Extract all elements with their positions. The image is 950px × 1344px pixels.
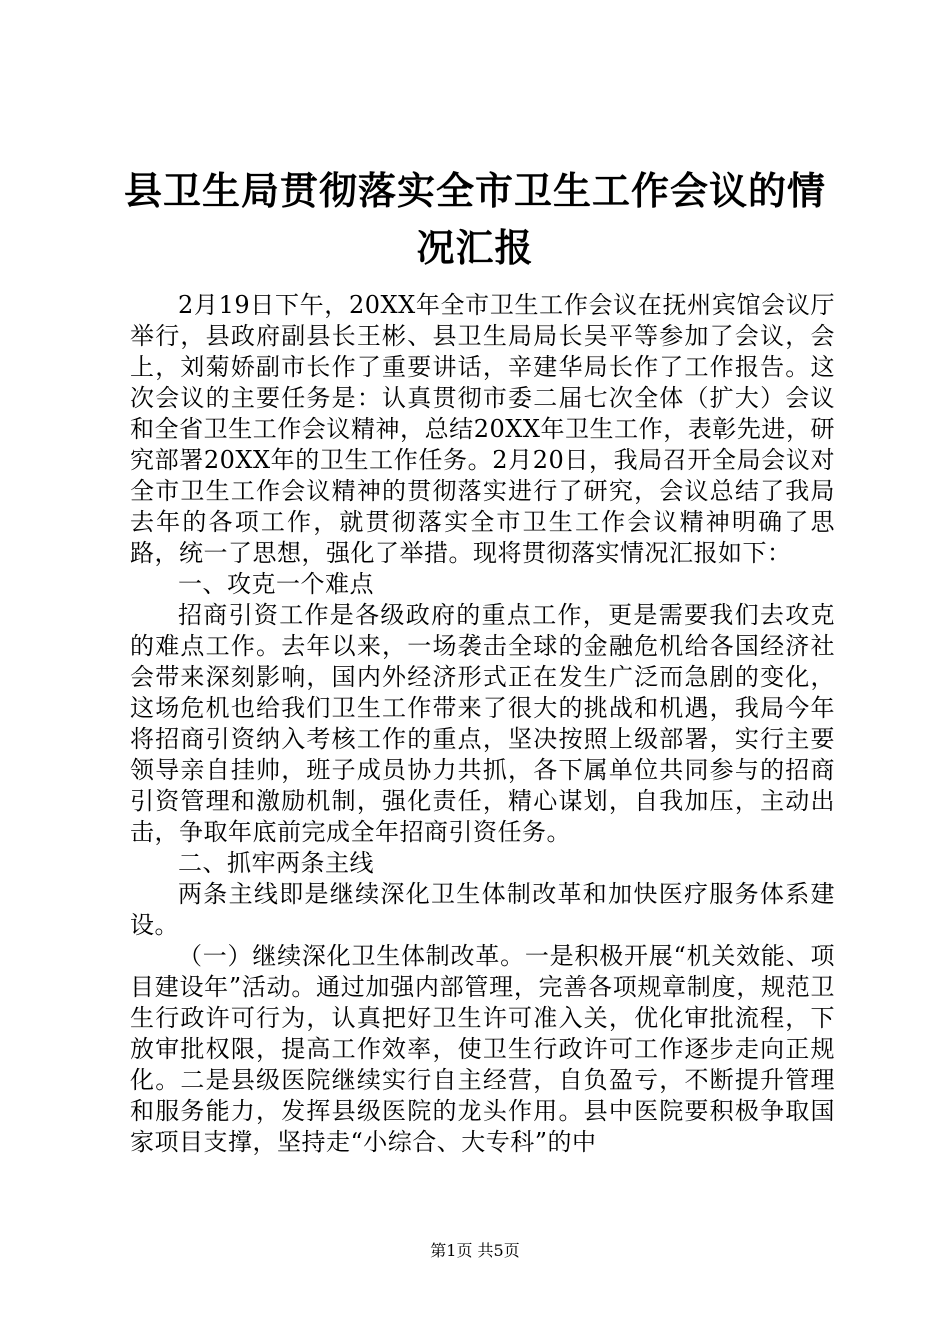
section-1-paragraph: 招商引资工作是各级政府的重点工作，更是需要我们去攻克的难点工作。去年以来，一场袭击全球的金融危机给各国经济社会带来深刻影响，国内外经济形式正在发生广泛而急剧的变化，这场危机也给我们卫生工作带来了很大的挑战和机遇，我局今年将招商引资纳入考核工作的重点，坚决按照上级部署，实行主要领导亲自挂帅，班子成员协力共抓，各下属单位共同参与的招商引资管理和激励机制，强化责任，精心谋划，自我加压，主动出击，争取年底前完成全年招商引资任务。 (130, 601, 835, 846)
section-heading-2: 二、抓牢两条主线 (178, 849, 374, 877)
section-heading-1: 一、攻克一个难点 (178, 570, 374, 598)
intro-paragraph: 2月19日下午，20XX年全市卫生工作会议在抚州宾馆会议厅举行，县政府副县长王彬、县卫生局局长吴平等参加了会议，会上，刘菊娇副市长作了重要讲话，辛建华局长作了工作报告。这次会议的主要任务是：认真贯彻市委二届七次全体（扩大）会议和全省卫生工作会议精神，总结20XX年卫生工作，表彰先进，研究部署20XX年的卫生工作任务。2月20日，我局召开全局会议对全市卫生工作会议精神的贯彻落实进行了研究，会议总结了我局去年的各项工作，就贯彻落实全市卫生工作会议精神明确了思路，统一了思想，强化了举措。现将贯彻落实情况汇报如下： (130, 291, 835, 567)
document-body (130, 290, 835, 1158)
document-title: 县卫生局贯彻落实全市卫生工作会议的情况汇报 (123, 168, 826, 270)
subsection-1-paragraph: （一）继续深化卫生体制改革。一是积极开展“机关效能、项目建设年”活动。通过加强内部管理，完善各项规章制度，规范卫生行政许可行为，认真把好卫生许可准入关，优化审批流程，下放审批权限，提高工作效率，使卫生行政许可工作逐步走向正规化。二是县级医院继续实行自主经营，自负盈亏，不断提升管理和服务能力，发挥县级医院的龙头作用。县中医院要积极争取国家项目支撑，坚持走“小综合、大专科”的中 (130, 942, 835, 1156)
section-2-intro-paragraph: 两条主线即是继续深化卫生体制改革和加快医疗服务体系建设。 (130, 880, 835, 939)
page-number-footer: 第1页 共5页 (430, 1241, 520, 1260)
